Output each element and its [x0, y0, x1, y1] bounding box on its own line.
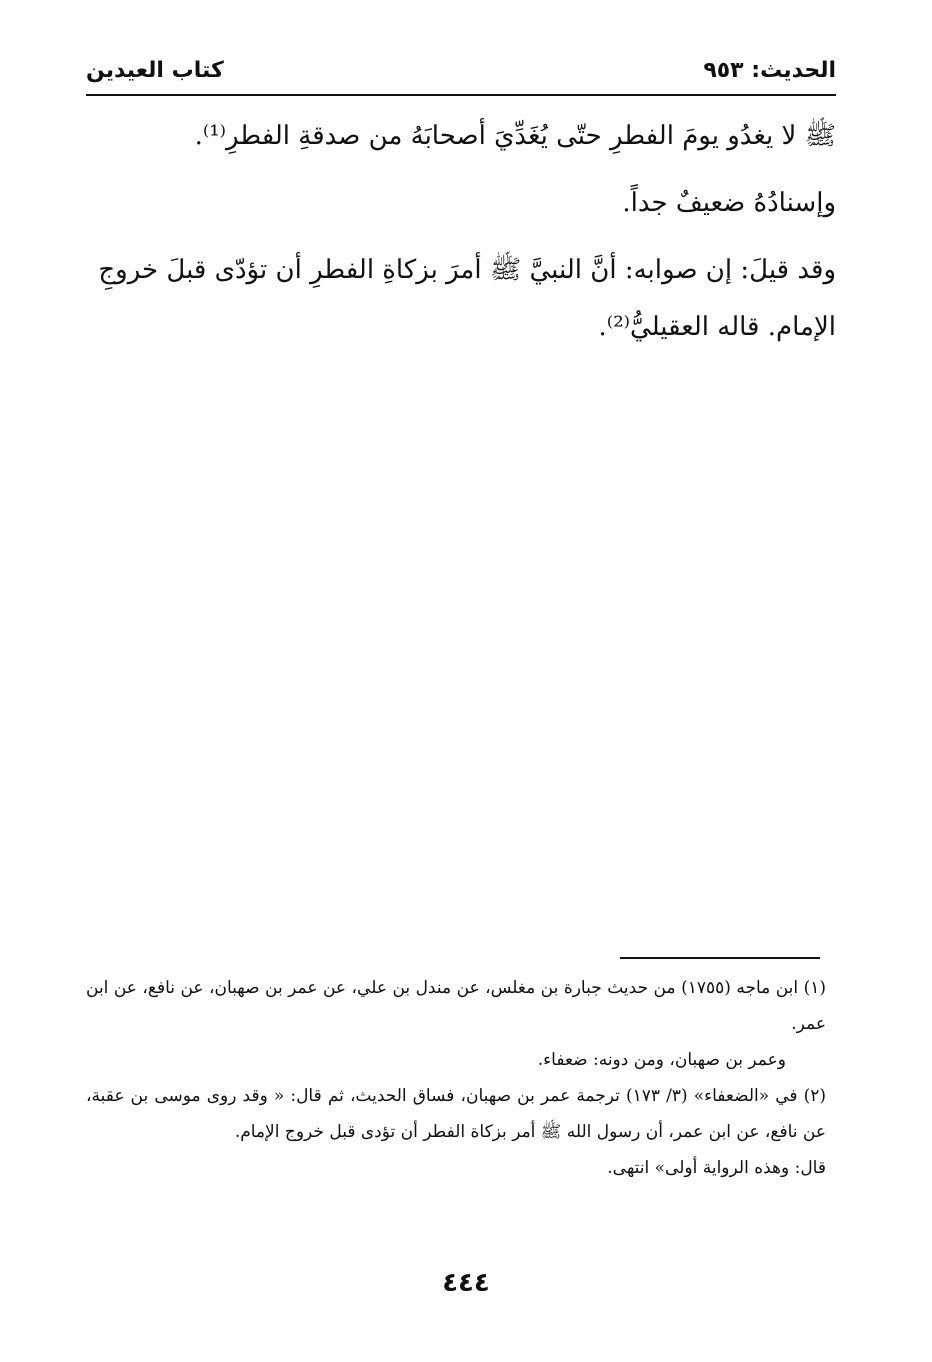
footnotes: [86, 970, 826, 1186]
paragraph-3: وقد قيلَ: إن صوابه: أنَّ النبيَّ ﷺ أمرَ بزكاةِ الفطرِ أن تؤدّى قبلَ خروجِ الإمام. قاله العقيليُّ⁽²⁾.: [98, 255, 836, 342]
footnote-2: (٢) في «الضعفاء» (٣/ ١٧٣) ترجمة عمر بن صهبان، فساق الحديث، ثم قال: « وقد روى موسى بن عقبة، عن نافع، عن ابن عمر، أن رسول الله ﷺ أمر بزكاة الفطر أن تؤدى قبل خروج الإمام.: [86, 1086, 827, 1142]
footnote-1-note: وعمر بن صهبان، ومن دونه: ضعفاء.: [537, 1050, 786, 1070]
paragraph-2: وإسنادُهُ ضعيفٌ جداً.: [622, 188, 836, 218]
book-title: كتاب العيدين: [86, 58, 224, 83]
footnote-separator: [620, 957, 820, 959]
hadith-number-label: الحديث: ٩٥٣: [703, 58, 836, 83]
main-text: [86, 108, 836, 356]
page-number: ٤٤٤: [442, 1268, 490, 1298]
footnote-2-note: قال: وهذه الرواية أولى» انتهى.: [607, 1158, 826, 1178]
footnote-1: (١) ابن ماجه (١٧٥٥) من حديث جبارة بن مغلس، عن مندل بن علي، عن عمر بن صهبان، عن نافع، عن ابن عمر.: [86, 978, 826, 1034]
paragraph-1: ﷺ لا يغدُو يومَ الفطرِ حتّى يُغَدِّيَ أصحابَهُ من صدقةِ الفطرِ⁽¹⁾.: [194, 121, 836, 151]
page-header: [86, 52, 836, 96]
